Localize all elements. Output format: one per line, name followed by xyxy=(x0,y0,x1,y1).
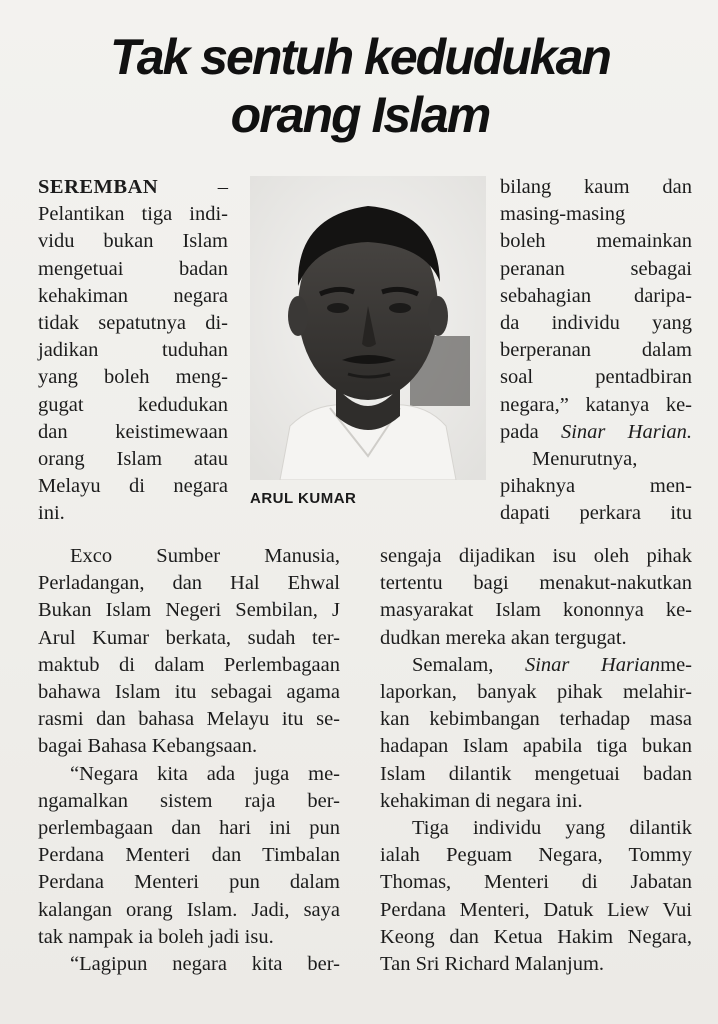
headline-line-2: orang Islam xyxy=(230,87,490,143)
column-right xyxy=(500,174,692,528)
text-line: rasmi dan bahasa Melayu itu se- xyxy=(38,708,340,731)
text-line: masyarakat Islam kononnya ke- xyxy=(380,599,692,622)
text-line: hadapan Islam apabila tiga bukan xyxy=(380,735,692,758)
publication-name: Sinar Harian. xyxy=(560,420,693,443)
text-line: Perdana Menteri dan Timbalan xyxy=(38,844,340,867)
text-line: boleh memainkan xyxy=(500,230,692,253)
text-line: Arul Kumar berkata, sudah ter- xyxy=(38,626,340,649)
text-line: bahawa Islam itu sebagai agama xyxy=(38,681,340,704)
text-line: kehakiman di negara ini. xyxy=(380,789,583,812)
text-line: kan kebimbangan terhadap masa xyxy=(380,708,692,731)
text-line: Keong dan Ketua Hakim Negara, xyxy=(380,925,692,948)
text-line: ialah Peguam Negara, Tommy xyxy=(380,844,692,867)
text-line: maktub di dalam Perlembagaan xyxy=(38,653,340,676)
text-line: vidu bukan Islam xyxy=(38,230,228,253)
text-line: ini. xyxy=(38,502,65,525)
text-line: gugat kedudukan xyxy=(38,393,228,416)
text-line: masing-masing xyxy=(500,203,626,226)
text-line: pihaknya men- xyxy=(500,475,692,498)
text-line: tak nampak ia boleh jadi isu. xyxy=(38,925,274,948)
text-line-with-publication: pada Sinar Harian. xyxy=(500,420,693,443)
column-left xyxy=(38,174,228,528)
text-line: Tiga individu yang dilantik xyxy=(412,817,692,840)
dateline-row: SEREMBAN – xyxy=(38,176,228,198)
headline xyxy=(40,28,680,144)
text-line: jadikan tuduhan xyxy=(38,339,228,362)
text-line: sengaja dijadikan isu oleh pihak xyxy=(380,545,692,567)
text-line: da individu yang xyxy=(500,312,692,335)
column-wide-left xyxy=(38,543,340,978)
text-line: dan keistimewaan xyxy=(38,420,228,443)
text-line: dapati perkara itu xyxy=(500,502,692,525)
text-line: dudkan mereka akan tergugat. xyxy=(380,626,627,649)
text-line: “Negara kita ada juga me- xyxy=(70,762,340,785)
text-line: kalangan orang Islam. Jadi, saya xyxy=(38,898,340,921)
text-line: negara,” katanya ke- xyxy=(500,393,692,416)
text-line: laporkan, banyak pihak melahir- xyxy=(380,681,692,704)
text-line: yang boleh meng- xyxy=(38,366,228,389)
text-line: orang Islam atau xyxy=(38,448,228,471)
text-line: peranan sebagai xyxy=(500,257,692,280)
portrait-image xyxy=(250,176,486,480)
text-line: tidak sepatutnya di- xyxy=(38,312,228,335)
text-line: Menurutnya, xyxy=(532,448,638,471)
text-line: Perladangan, dan Hal Ehwal xyxy=(38,572,340,595)
text-line: Exco Sumber Manusia, xyxy=(70,545,340,567)
text-line: Thomas, Menteri di Jabatan xyxy=(380,871,692,894)
text-line: Perdana Menteri pun dalam xyxy=(38,871,340,894)
photo-caption: ARUL KUMAR xyxy=(250,490,357,507)
text-line: bagai Bahasa Kebangsaan. xyxy=(38,735,258,758)
column-wide-right xyxy=(380,543,692,978)
portrait-photo xyxy=(250,176,486,480)
dateline: SEREMBAN xyxy=(38,176,159,198)
text-line: Pelantikan tiga indi- xyxy=(38,203,228,226)
text-line: mengetuai badan xyxy=(38,257,228,280)
text-line: Bukan Islam Negeri Sembilan, J xyxy=(38,599,340,622)
text-line: tertentu bagi menakut-nakutkan xyxy=(380,572,692,595)
text-line: Perdana Menteri, Datuk Liew Vui xyxy=(380,898,692,921)
text-line: ngamalkan sistem raja ber- xyxy=(38,789,340,812)
text-line: Islam dilantik mengetuai badan xyxy=(380,762,692,785)
text-line: berperanan dalam xyxy=(500,339,692,362)
text-line: perlembagaan dan hari ini pun xyxy=(38,817,340,840)
headline-line-1: Tak sentuh kedudukan xyxy=(110,29,610,85)
text-line: soal pentadbiran xyxy=(500,366,692,389)
text-line: Tan Sri Richard Malanjum. xyxy=(380,953,605,976)
text-line: bilang kaum dan xyxy=(500,176,692,198)
text-line: kehakiman negara xyxy=(38,284,228,307)
text-line: sebahagian daripa- xyxy=(500,284,692,307)
text-line: “Lagipun negara kita ber- xyxy=(70,953,340,976)
text-line-with-publication: Semalam, Sinar Harianme- xyxy=(412,653,693,676)
text-line: Melayu di negara xyxy=(38,475,228,498)
publication-name: Sinar Harian xyxy=(524,653,661,676)
